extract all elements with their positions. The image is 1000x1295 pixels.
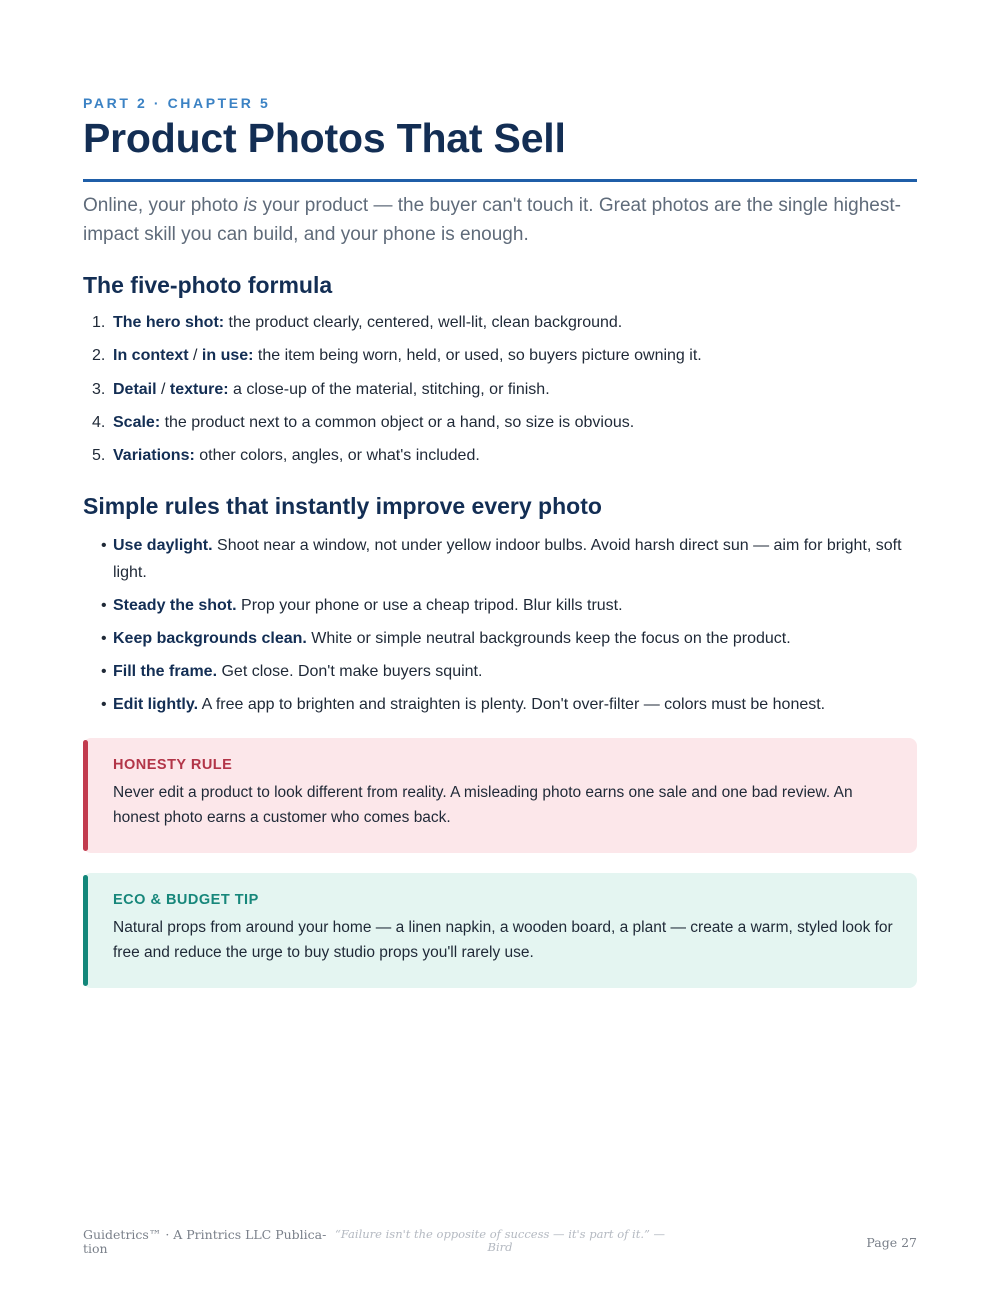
rule-item-term: Edit lightly. (113, 696, 199, 713)
page-footer (83, 1228, 917, 1258)
honesty-rule-callout (83, 738, 917, 853)
list-number: 4. (92, 413, 106, 431)
formula-item (83, 378, 917, 402)
formula-item-term: Scale: (113, 413, 161, 431)
formula-item-term: in use: (201, 347, 254, 365)
formula-item-term: texture: (169, 380, 229, 398)
rule-item-text: White or simple neutral backgrounds keep the focus on the product. (306, 630, 791, 647)
list-number: 5. (92, 447, 106, 465)
formula-item-text: the item being worn, held, or used, so buyers picture owning it. (253, 347, 702, 365)
list-number: 3. (92, 380, 106, 398)
page-number: Page 27 (866, 1235, 917, 1250)
formula-heading: The five-photo formula (83, 272, 333, 298)
rule-item-text: Get close. Don't make buyers squint. (217, 663, 483, 680)
title-divider (83, 179, 917, 182)
rule-item-text: Prop your phone or use a cheap tripod. Blur kills trust. (236, 597, 623, 614)
rule-item (83, 625, 917, 652)
chapter-eyebrow: PART 2 · CHAPTER 5 (83, 95, 271, 111)
rule-item (83, 658, 917, 685)
rule-item-term: Use daylight. (113, 537, 213, 554)
rule-item-term: Steady the shot. (113, 597, 237, 614)
intro-text-end: your product — the buyer can't touch it. Great photos are the single highest-impact skill you can build, and your phone is enough. (83, 195, 901, 245)
formula-item (83, 411, 917, 435)
rule-item-text: A free app to brighten and straighten is plenty. Don't over-filter — colors must be honest. (198, 696, 826, 713)
formula-item-term: In context (113, 347, 189, 365)
eco-tip-label: ECO & BUDGET TIP (113, 892, 259, 908)
formula-item-term: Variations: (113, 447, 195, 465)
rule-item (83, 532, 917, 586)
honesty-rule-label: HONESTY RULE (113, 757, 233, 773)
eco-tip-body: Natural props from around your home — a linen napkin, a wooden board, a plant — create a warm, styled look for free and reduce the urge to buy studio props you'll rarely use. (113, 919, 893, 961)
formula-item-term: The hero shot: (113, 314, 225, 331)
list-number: 2. (92, 347, 106, 365)
rule-item (83, 691, 917, 718)
footer-publisher: Guidetrics™ · A Printrics LLC Publica-tion (83, 1227, 327, 1256)
footer-quote: “Failure isn't the opposite of success — it's part of it.” — Bird (334, 1227, 666, 1254)
intro-paragraph (83, 191, 917, 249)
intro-emphasis: is (243, 195, 258, 216)
formula-item-text: the product next to a common object or a hand, so size is obvious. (160, 413, 635, 431)
formula-item (83, 311, 917, 335)
rules-list (83, 532, 917, 724)
honesty-rule-body: Never edit a product to look different from reality. A misleading photo earns one sale and one bad review. An honest photo earns a customer who comes back. (113, 784, 853, 826)
formula-item-text: other colors, angles, or what's included. (194, 447, 480, 465)
formula-item-text: the product clearly, centered, well-lit, clean background. (224, 314, 623, 331)
intro-text-start: Online, your photo (83, 195, 244, 216)
formula-item (83, 444, 917, 468)
bullet-icon: • (101, 630, 107, 647)
rules-heading: Simple rules that instantly improve every photo (83, 493, 602, 519)
formula-item-text: / (188, 347, 202, 365)
page-title: Product Photos That Sell (83, 115, 566, 161)
rule-item-term: Fill the frame. (113, 663, 218, 680)
bullet-icon: • (101, 663, 107, 680)
formula-item-term: Detail (113, 380, 157, 398)
bullet-icon: • (101, 537, 107, 554)
bullet-icon: • (101, 696, 107, 713)
formula-list (83, 311, 917, 477)
rule-item-text: Shoot near a window, not under yellow indoor bulbs. Avoid harsh direct sun — aim for bright, soft light. (113, 537, 902, 581)
rule-item-term: Keep backgrounds clean. (113, 630, 307, 647)
formula-item-text: a close-up of the material, stitching, or finish. (228, 380, 550, 398)
formula-item-text: / (156, 380, 170, 398)
list-number: 1. (92, 314, 106, 331)
eco-tip-callout (83, 873, 917, 988)
bullet-icon: • (101, 597, 107, 614)
formula-item (83, 344, 917, 368)
rule-item (83, 592, 917, 619)
